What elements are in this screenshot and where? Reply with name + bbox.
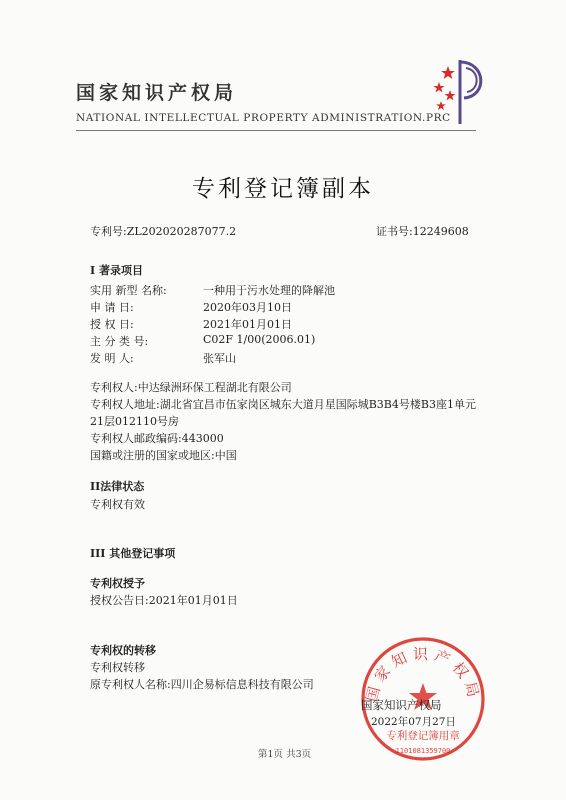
seal-number: 1101081359700 [395,747,451,755]
seal-ring-text: 国家知识产权局 [362,645,484,704]
seal-center-text: 专利登记簿用章 [386,730,460,742]
certificate-number: 证书号:12249608 [376,225,469,238]
transfer-type: 专利权转移 [90,661,145,674]
legal-status: 专利权有效 [90,498,145,511]
section2-heading: II法律状态 [90,480,145,493]
document-title: 专利登记簿副本 [192,176,374,202]
field-value-classification: C02F 1/00(2006.01) [203,333,316,346]
agency-name-cn: 国家知识产权局 [76,82,238,104]
stamp-overlay-name: 国家知识产权局 [361,698,442,712]
section1-heading: I 著录项目 [90,264,143,277]
field-label-grant-date: 授 权 日: [90,318,134,331]
cnipa-logo [420,52,492,132]
stamp-overlay-date: 2022年07月27日 [371,716,456,728]
section3-heading: III 其他登记事项 [90,547,176,560]
field-label-filing-date: 申 请 日: [90,301,134,314]
field-value-filing-date: 2020年03月10日 [203,301,292,314]
grant-announcement-date: 授权公告日:2021年01月01日 [90,594,238,607]
field-label-classification: 主 分 类 号: [90,335,149,348]
patentee: 专利权人:中达绿洲环保工程湖北有限公司 [90,381,292,394]
patentee-nationality: 国籍或注册的国家或地区:中国 [90,449,237,462]
grant-heading: 专利权授予 [90,577,145,590]
patentee-address-line2: 21层012110号房 [90,415,179,428]
field-label-name: 实用 新型 名称: [90,284,167,297]
field-value-name: 一种用于污水处理的降解池 [203,284,335,297]
patentee-address-line1: 专利权人地址:湖北省宜昌市伍家岗区城东大道月星国际城B3B4号楼B3座1单元 [90,398,476,411]
field-value-grant-date: 2021年01月01日 [203,318,292,331]
field-label-inventor: 发 明 人: [90,352,134,365]
patent-number: 专利号:ZL202020287077.2 [90,225,237,238]
page-footer: 第1页 共3页 [258,749,312,760]
patentee-postal-code: 专利权人邮政编码:443000 [90,432,224,445]
agency-name-en: NATIONAL INTELLECTUAL PROPERTY ADMINISTRATION.PRC [76,112,451,124]
transfer-heading: 专利权的转移 [90,644,156,657]
header-rule [76,130,476,131]
official-seal-stamp [357,633,489,765]
field-value-inventor: 张军山 [203,352,236,365]
former-patentee: 原专利权人名称:四川企易标信息科技有限公司 [90,678,314,691]
